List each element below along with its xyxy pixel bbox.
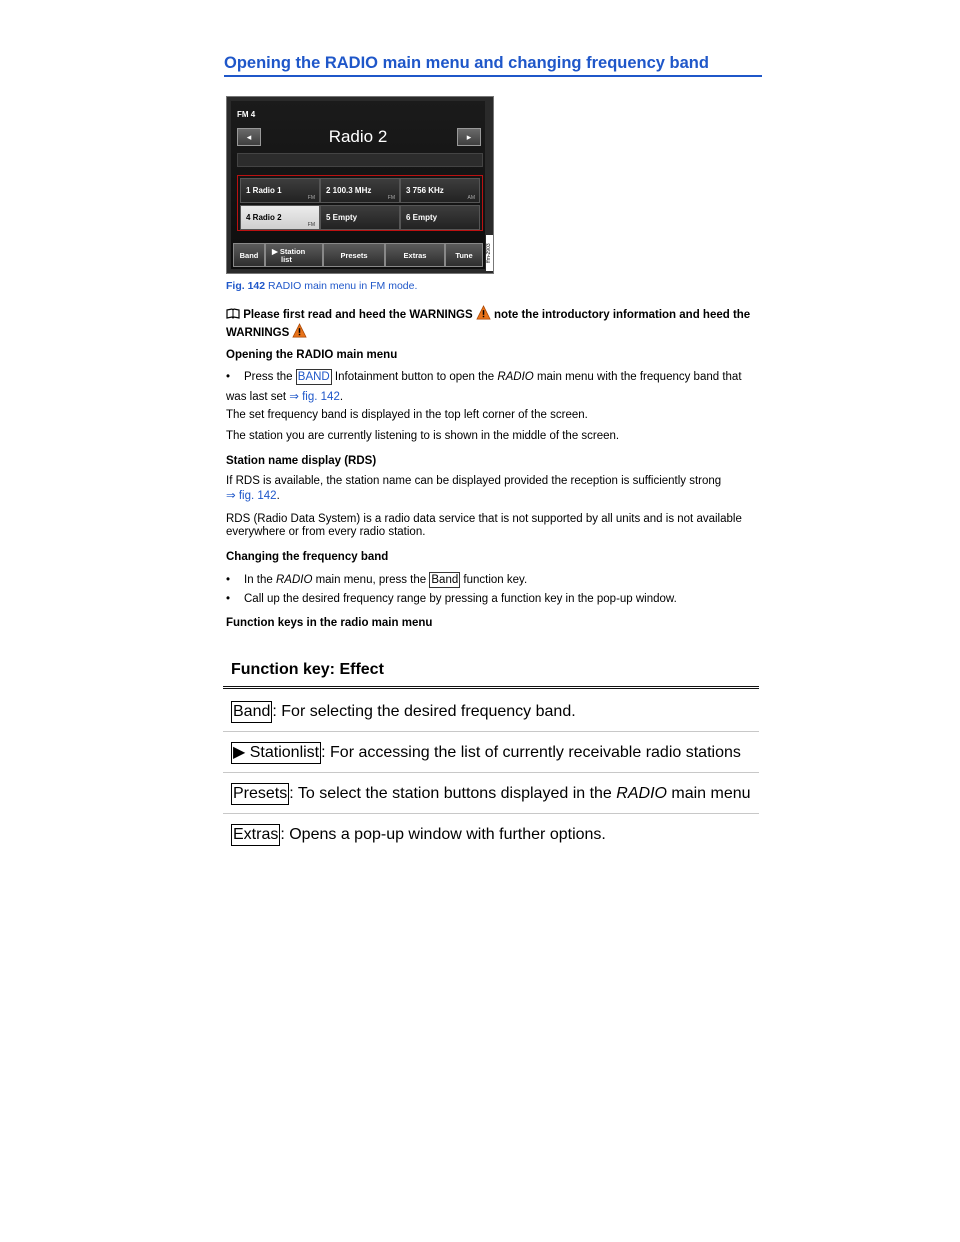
function-key-label: Extras	[231, 824, 280, 846]
figure-caption-text: RADIO main menu in FM mode.	[265, 280, 418, 292]
text: RADIO	[497, 371, 534, 383]
function-key-label: Presets	[231, 783, 289, 805]
text: RADIO	[275, 574, 313, 586]
opening-line2	[226, 390, 762, 405]
row-text: : For selecting the desired frequency band.	[272, 703, 576, 720]
text: .	[339, 391, 344, 403]
preset-button-3[interactable]	[400, 178, 480, 203]
preset-band: FM	[387, 195, 395, 201]
next-station-button[interactable]: ▸	[457, 128, 481, 146]
text: If RDS is available, the station name can be displayed provided the reception is sufficiently strong	[226, 475, 722, 487]
radio-screen	[231, 101, 485, 269]
preset-label: 6 Empty	[406, 213, 438, 222]
band-key: Band	[431, 574, 459, 586]
bullet-dot: •	[226, 574, 231, 586]
figure-label: Fig. 142	[226, 280, 266, 292]
text: was last set	[226, 391, 290, 403]
table-row	[223, 732, 759, 773]
figure-caption	[226, 280, 417, 292]
text: .	[276, 490, 280, 502]
table-row	[223, 691, 759, 732]
preset-band: FM	[307, 222, 315, 228]
opening-para1: The set frequency band is displayed in the top left corner of the screen.	[226, 409, 588, 421]
station-name-display: Radio 2	[328, 127, 388, 146]
preset-label: 4 Radio 2	[246, 213, 282, 222]
row-text: : To select the station buttons displayed in the	[289, 785, 617, 802]
prev-station-button[interactable]: ◂	[237, 128, 261, 146]
warning-icon	[292, 323, 307, 338]
function-keys-heading: Function keys in the radio main menu	[226, 617, 433, 629]
preset-button-2[interactable]	[320, 178, 400, 203]
table-row	[223, 773, 759, 814]
text: main menu with the frequency band that	[533, 371, 742, 383]
band-function-key[interactable]: Band	[233, 243, 265, 267]
warning-icon	[476, 305, 491, 320]
row-italic: RADIO	[616, 785, 667, 802]
station-presets-grid	[237, 175, 483, 231]
preset-button-1[interactable]	[240, 178, 320, 203]
text: function key.	[460, 574, 528, 586]
rds-heading: Station name display (RDS)	[226, 455, 377, 467]
extras-function-key[interactable]: Extras	[385, 243, 445, 267]
tune-function-key[interactable]: Tune	[445, 243, 483, 267]
row-text: : Opens a pop-up window with further options.	[280, 826, 606, 843]
figure-link[interactable]: ⇒ fig. 142	[226, 490, 277, 502]
function-key-label: ▶ Stationlist	[231, 742, 321, 764]
rds-para1	[226, 474, 762, 504]
preset-button-6[interactable]	[400, 205, 480, 230]
row-text: : For accessing the list of currently receivable radio stations	[321, 744, 741, 761]
opening-bullet	[226, 369, 742, 385]
preset-label: 5 Empty	[326, 213, 358, 222]
preset-label: 1 Radio 1	[246, 186, 282, 195]
text: Infotainment button to open the	[331, 371, 498, 383]
changing-heading: Changing the frequency band	[226, 551, 389, 563]
bullet-dot: •	[226, 593, 231, 605]
text: Call up the desired frequency range by pressing a function key in the pop-up window.	[244, 593, 677, 605]
figure-link[interactable]: ⇒ fig. 142	[289, 391, 340, 403]
row-tail: main menu	[666, 785, 751, 802]
figure-code: ffm-2903	[486, 235, 493, 271]
band-key: BAND	[297, 371, 330, 383]
warning-note-part2: note the introductory information and heed the WARNINGS	[226, 309, 751, 339]
station-list-line2: list	[281, 255, 292, 264]
table-row	[223, 814, 759, 855]
changing-bullet-1	[226, 572, 527, 588]
rds-para2: RDS (Radio Data System) is a radio data service that is not supported by all units and is not available everywhere or from every radio station.	[226, 513, 742, 538]
section-title: Opening the RADIO main menu and changing frequency band	[224, 53, 762, 77]
text: Press the	[244, 371, 296, 383]
preset-band: AM	[467, 195, 475, 201]
bullet-dot: •	[226, 371, 231, 383]
warning-note-part1: Please first read and heed the WARNINGS	[240, 309, 476, 321]
function-key-label: Band	[231, 701, 272, 723]
station-info-strip	[237, 153, 483, 167]
station-list-function-key[interactable]	[265, 243, 323, 267]
station-list-line1: ▶ Station	[272, 247, 306, 256]
changing-bullet-2	[226, 592, 677, 607]
radio-screen-figure	[226, 96, 494, 274]
table-heading: Function key: Effect	[231, 661, 384, 678]
text: In the	[244, 574, 276, 586]
preset-label: 2 100.3 MHz	[326, 186, 372, 195]
book-icon	[226, 308, 240, 319]
function-key-bar	[233, 243, 483, 267]
preset-button-5[interactable]	[320, 205, 400, 230]
band-label: FM 4	[237, 110, 256, 119]
opening-heading: Opening the RADIO main menu	[226, 349, 398, 361]
preset-button-4[interactable]	[240, 205, 320, 230]
preset-label: 3 756 KHz	[406, 186, 444, 195]
presets-function-key[interactable]: Presets	[323, 243, 385, 267]
warning-note	[226, 305, 762, 341]
opening-para2: The station you are currently listening to is shown in the middle of the screen.	[226, 430, 620, 442]
table-header-rule	[223, 686, 759, 689]
preset-band: FM	[307, 195, 315, 201]
text: main menu, press the	[312, 574, 430, 586]
